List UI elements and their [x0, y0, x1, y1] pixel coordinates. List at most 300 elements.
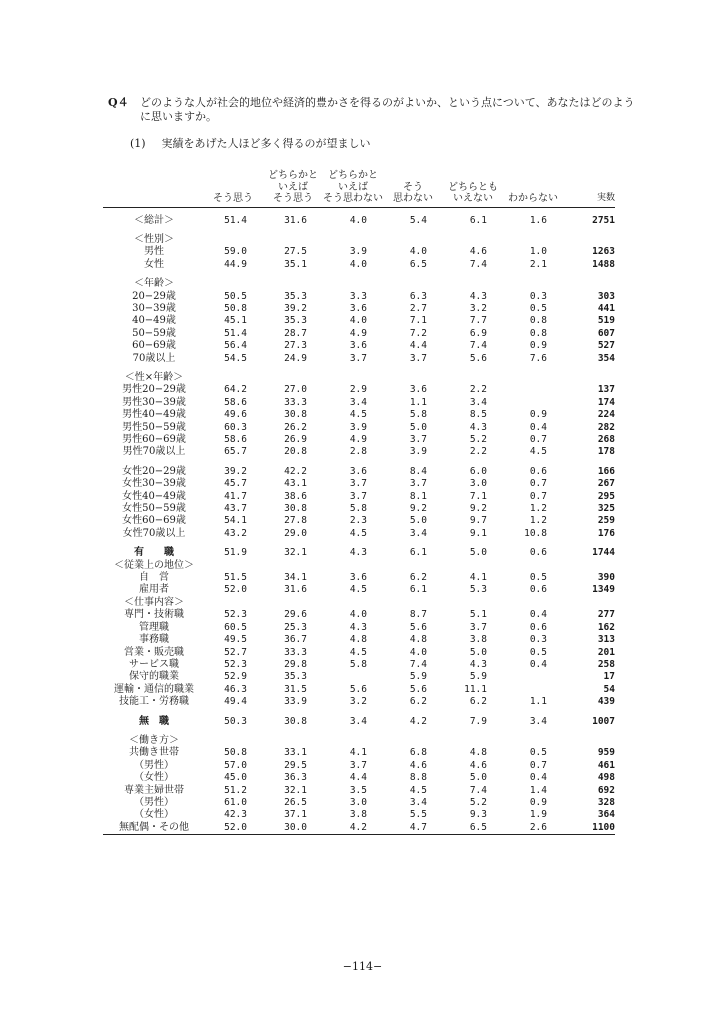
table-row [103, 503, 615, 515]
row-label: ＜従業上の地位＞ [114, 559, 194, 571]
value-cell: 9.1 [469, 527, 487, 539]
count-cell: 224 [597, 409, 615, 421]
count-cell: 441 [597, 302, 615, 314]
count-cell: 1100 [563, 822, 615, 835]
value-cell [443, 234, 503, 246]
value-cell: 6.2 [469, 696, 487, 708]
value-cell: 50.8 [224, 302, 247, 314]
table-row [103, 303, 615, 315]
group-spacer [103, 365, 615, 372]
row-label: 男性60−69歳 [122, 434, 186, 445]
table-row [103, 353, 615, 365]
value-cell: 29.6 [284, 609, 307, 621]
value-cell: 0.6 [529, 621, 547, 633]
header-cell: わからない [503, 170, 563, 207]
value-cell: 59.0 [224, 246, 247, 258]
value-cell: 32.1 [284, 547, 307, 559]
table-row [103, 340, 615, 352]
count-cell: 527 [597, 340, 615, 352]
value-cell: 5.0 [409, 421, 427, 433]
row-label: 60−69歳 [132, 340, 176, 352]
row-label: （女性） [134, 772, 174, 784]
value-cell: 65.7 [224, 446, 247, 458]
value-cell: 31.6 [284, 214, 307, 226]
value-cell [263, 560, 323, 572]
count-cell: 1488 [592, 258, 615, 270]
value-cell: 5.8 [349, 503, 367, 515]
value-cell: 58.6 [224, 396, 247, 408]
value-cell: 9.2 [469, 503, 487, 515]
value-cell [203, 278, 263, 290]
row-label: 20−29歳 [132, 290, 176, 302]
value-cell: 4.6 [469, 246, 487, 258]
value-cell: 34.1 [284, 572, 307, 584]
value-cell [323, 234, 383, 246]
table-row [103, 797, 615, 809]
value-cell: 52.7 [224, 646, 247, 658]
value-cell: 6.9 [469, 327, 487, 339]
value-cell: 8.8 [409, 772, 427, 784]
table-row [103, 716, 615, 728]
value-cell: 4.9 [349, 327, 367, 339]
value-cell: 30.0 [263, 822, 323, 835]
value-cell [383, 234, 443, 246]
table-row [103, 372, 615, 384]
value-cell: 5.6 [469, 352, 487, 364]
count-cell: 692 [597, 784, 615, 796]
table-row [103, 315, 615, 327]
header-row [103, 170, 615, 207]
count-cell: 267 [597, 478, 615, 490]
value-cell: 35.3 [284, 290, 307, 302]
value-cell [323, 735, 383, 747]
value-cell: 4.5 [349, 646, 367, 658]
value-cell: 4.5 [349, 409, 367, 421]
value-cell: 3.7 [409, 352, 427, 364]
header-blank [103, 170, 203, 207]
value-cell: 6.3 [409, 290, 427, 302]
value-cell: 2.1 [529, 258, 547, 270]
value-cell: 4.3 [469, 290, 487, 302]
value-cell: 1.6 [529, 214, 547, 226]
value-cell [323, 560, 383, 572]
value-cell: 51.5 [224, 572, 247, 584]
row-label: ＜仕事内容＞ [124, 596, 184, 608]
row-label: 保守的職業 [129, 671, 179, 683]
value-cell: 26.2 [284, 421, 307, 433]
value-cell: 4.5 [349, 527, 367, 539]
value-cell: 35.3 [284, 671, 307, 683]
table-row [103, 659, 615, 671]
row-label: 管理職 [139, 621, 169, 633]
value-cell: 0.3 [529, 634, 547, 646]
row-label: （男性） [134, 796, 174, 808]
value-cell: 3.6 [349, 572, 367, 584]
value-cell: 30.8 [284, 409, 307, 421]
value-cell: 5.6 [409, 683, 427, 695]
value-cell: 52.0 [224, 584, 247, 596]
count-cell [563, 735, 615, 747]
value-cell: 3.2 [469, 302, 487, 314]
value-cell: 30.8 [284, 503, 307, 515]
value-cell: 50.3 [224, 715, 247, 727]
count-cell: 2751 [592, 214, 615, 226]
row-label: 40−49歳 [132, 315, 176, 327]
value-cell: 36.7 [284, 634, 307, 646]
value-cell: 27.3 [284, 340, 307, 352]
value-cell: 3.0 [349, 796, 367, 808]
row-label: ＜性別＞ [134, 233, 174, 245]
value-cell: 36.3 [284, 772, 307, 784]
count-cell: 390 [597, 572, 615, 584]
subquestion-number: (1) [130, 137, 146, 150]
table-row [103, 215, 615, 227]
count-cell: 313 [597, 634, 615, 646]
value-cell: 5.0 [469, 646, 487, 658]
value-cell: 42.3 [224, 809, 247, 821]
value-cell: 2.8 [349, 446, 367, 458]
value-cell: 0.7 [529, 434, 547, 445]
value-cell: 0.5 [529, 302, 547, 314]
value-cell: 45.0 [224, 772, 247, 784]
value-cell: 0.6 [529, 547, 547, 559]
value-cell: 46.3 [224, 683, 247, 695]
row-label: 専門・技術職 [124, 609, 184, 621]
value-cell: 4.4 [349, 772, 367, 784]
value-cell: 45.7 [224, 478, 247, 490]
row-label: 技能工・労務職 [119, 696, 189, 708]
table-row [103, 735, 615, 747]
header-cell: そう 思わない [383, 170, 443, 207]
value-cell: 8.5 [469, 409, 487, 421]
row-label: ＜年齢＞ [134, 278, 174, 290]
value-cell: 3.7 [349, 490, 367, 502]
value-cell: 50.5 [224, 290, 247, 302]
value-cell: 33.9 [284, 696, 307, 708]
value-cell [323, 372, 383, 384]
count-cell: 1744 [592, 547, 615, 559]
value-cell [443, 372, 503, 384]
value-cell: 4.0 [409, 646, 427, 658]
value-cell: 6.1 [469, 214, 487, 226]
table-row [103, 547, 615, 559]
value-cell [503, 560, 563, 572]
value-cell: 4.7 [383, 822, 443, 835]
value-cell: 6.0 [469, 465, 487, 477]
value-cell [503, 234, 563, 246]
table-row [103, 491, 615, 503]
value-cell: 51.9 [224, 547, 247, 559]
value-cell [443, 278, 503, 290]
value-cell: 64.2 [224, 384, 247, 396]
value-cell: 3.0 [469, 478, 487, 490]
value-cell: 26.9 [284, 434, 307, 445]
value-cell [203, 560, 263, 572]
value-cell: 41.7 [224, 490, 247, 502]
value-cell: 54.5 [224, 352, 247, 364]
header-cell: どちらとも いえない [443, 170, 503, 207]
value-cell: 5.2 [469, 796, 487, 808]
count-cell: 519 [597, 315, 615, 327]
table-row [103, 671, 615, 683]
row-label: 専業主婦世帯 [124, 784, 184, 796]
value-cell: 5.3 [469, 584, 487, 596]
count-cell: 201 [597, 646, 615, 658]
value-cell: 20.8 [284, 446, 307, 458]
value-cell: 5.5 [409, 809, 427, 821]
value-cell: 0.9 [529, 409, 547, 421]
value-cell: 9.2 [409, 503, 427, 515]
value-cell: 7.1 [469, 490, 487, 502]
value-cell: 60.3 [224, 421, 247, 433]
value-cell: 0.3 [529, 290, 547, 302]
value-cell: 2.2 [469, 384, 487, 396]
value-cell: 3.9 [409, 446, 427, 458]
value-cell: 0.4 [529, 658, 547, 670]
count-cell [563, 597, 615, 609]
table-row [103, 696, 615, 708]
value-cell: 9.7 [469, 515, 487, 527]
value-cell: 7.1 [409, 315, 427, 327]
count-cell: 1349 [592, 584, 615, 596]
value-cell: 0.7 [529, 478, 547, 490]
value-cell: 28.7 [284, 327, 307, 339]
count-cell: 354 [597, 352, 615, 364]
value-cell: 0.5 [529, 572, 547, 584]
value-cell: 1.4 [529, 784, 547, 796]
count-cell: 54 [603, 683, 615, 695]
count-cell: 137 [597, 384, 615, 396]
row-label: ＜性×年齢＞ [124, 371, 184, 383]
value-cell: 3.4 [409, 527, 427, 539]
value-cell: 39.2 [224, 465, 247, 477]
table-row [103, 772, 615, 784]
value-cell: 4.6 [469, 759, 487, 771]
value-cell: 51.2 [224, 784, 247, 796]
value-cell: 0.6 [529, 465, 547, 477]
value-cell: 56.4 [224, 340, 247, 352]
value-cell: 43.2 [224, 527, 247, 539]
count-cell: 439 [597, 696, 615, 708]
row-label: 女性60−69歳 [122, 515, 186, 527]
table-row [103, 822, 615, 835]
value-cell: 3.8 [349, 809, 367, 821]
table-row [103, 422, 615, 434]
count-cell: 959 [597, 747, 615, 759]
value-cell: 51.4 [224, 214, 247, 226]
count-cell: 178 [597, 446, 615, 458]
value-cell [383, 278, 443, 290]
row-label: 男性50−59歳 [122, 421, 186, 433]
value-cell: 4.1 [349, 747, 367, 759]
row-label: 女性20−29歳 [122, 465, 186, 477]
value-cell: 33.3 [284, 396, 307, 408]
header-cell: どちらかと いえば そう思わない [323, 170, 383, 207]
value-cell: 54.1 [224, 515, 247, 527]
value-cell: 3.9 [349, 421, 367, 433]
value-cell: 4.2 [409, 715, 427, 727]
row-label: 無配偶・その他 [103, 822, 203, 835]
value-cell: 7.4 [469, 784, 487, 796]
value-cell: 4.5 [349, 584, 367, 596]
value-cell: 27.0 [284, 384, 307, 396]
value-cell: 3.4 [469, 396, 487, 408]
value-cell: 51.4 [224, 327, 247, 339]
count-cell: 282 [597, 421, 615, 433]
value-cell: 4.5 [529, 446, 547, 458]
value-cell: 52.9 [224, 671, 247, 683]
value-cell [323, 597, 383, 609]
row-label: 男性70歳以上 [122, 446, 186, 458]
table-row [103, 466, 615, 478]
value-cell [383, 597, 443, 609]
value-cell: 5.2 [469, 434, 487, 445]
value-cell: 43.1 [284, 478, 307, 490]
table-row [103, 446, 615, 458]
count-cell [563, 278, 615, 290]
table-row [103, 572, 615, 584]
table-row [103, 259, 615, 271]
table-row [103, 747, 615, 759]
value-cell: 4.8 [409, 634, 427, 646]
value-cell: 0.7 [529, 759, 547, 771]
row-label: 運輸・通信的職業 [114, 683, 194, 695]
value-cell: 30.8 [284, 715, 307, 727]
value-cell: 52.3 [224, 658, 247, 670]
value-cell: 4.3 [469, 658, 487, 670]
value-cell: 38.6 [284, 490, 307, 502]
table-row [103, 622, 615, 634]
value-cell: 1.0 [529, 246, 547, 258]
value-cell: 3.7 [349, 352, 367, 364]
value-cell: 3.7 [409, 434, 427, 445]
value-cell: 3.4 [529, 715, 547, 727]
value-cell: 3.6 [349, 340, 367, 352]
header-count: 実数 [563, 170, 615, 207]
value-cell: 49.4 [224, 696, 247, 708]
value-cell: 6.1 [409, 547, 427, 559]
group-spacer [103, 540, 615, 547]
value-cell: 35.1 [284, 258, 307, 270]
value-cell [383, 735, 443, 747]
value-cell: 4.3 [469, 421, 487, 433]
value-cell [323, 278, 383, 290]
table-row [103, 397, 615, 409]
value-cell: 32.1 [284, 784, 307, 796]
group-spacer [103, 207, 615, 215]
value-cell: 25.3 [284, 621, 307, 633]
value-cell [263, 278, 323, 290]
value-cell: 6.5 [409, 258, 427, 270]
value-cell: 39.2 [284, 302, 307, 314]
count-cell [563, 372, 615, 384]
value-cell: 0.8 [529, 315, 547, 327]
value-cell: 7.4 [469, 258, 487, 270]
value-cell: 4.0 [409, 246, 427, 258]
value-cell [503, 372, 563, 384]
results-table [103, 170, 615, 835]
value-cell: 5.8 [349, 658, 367, 670]
value-cell: 1.1 [529, 696, 547, 708]
count-cell: 364 [597, 809, 615, 821]
table-row [103, 234, 615, 246]
count-cell: 607 [597, 327, 615, 339]
row-label: 50−59歳 [132, 327, 176, 339]
value-cell: 49.5 [224, 634, 247, 646]
value-cell [263, 735, 323, 747]
value-cell: 4.0 [349, 315, 367, 327]
value-cell: 4.9 [349, 434, 367, 445]
count-cell: 1007 [592, 715, 615, 727]
count-cell [563, 234, 615, 246]
value-cell: 1.2 [529, 515, 547, 527]
value-cell: 57.0 [224, 759, 247, 771]
count-cell: 174 [597, 396, 615, 408]
value-cell: 3.7 [409, 478, 427, 490]
count-cell [563, 560, 615, 572]
value-cell: 6.5 [443, 822, 503, 835]
row-label: 女性30−39歳 [122, 478, 186, 490]
value-cell: 5.0 [469, 772, 487, 784]
row-label: 共働き世帯 [129, 747, 179, 759]
count-cell: 325 [597, 503, 615, 515]
value-cell: 4.6 [409, 759, 427, 771]
value-cell: 49.6 [224, 409, 247, 421]
value-cell: 5.9 [469, 671, 487, 683]
table-row [103, 434, 615, 446]
header-cell: そう思う [203, 170, 263, 207]
row-label: ＜総計＞ [134, 214, 174, 226]
count-cell: 162 [597, 621, 615, 633]
value-cell: 5.8 [409, 409, 427, 421]
value-cell: 6.1 [409, 584, 427, 596]
count-cell: 328 [597, 796, 615, 808]
table-row [103, 246, 615, 258]
value-cell [503, 735, 563, 747]
count-cell: 268 [597, 434, 615, 445]
value-cell: 4.2 [323, 822, 383, 835]
value-cell: 0.4 [529, 421, 547, 433]
row-label: 事務職 [139, 634, 169, 646]
page-number: −114− [342, 960, 383, 973]
value-cell: 4.0 [349, 214, 367, 226]
table-row [103, 515, 615, 527]
value-cell: 0.5 [529, 747, 547, 759]
value-cell: 35.3 [284, 315, 307, 327]
value-cell: 3.3 [349, 290, 367, 302]
group-spacer [103, 709, 615, 716]
value-cell: 0.5 [529, 646, 547, 658]
row-label: ＜働き方＞ [129, 734, 179, 746]
value-cell: 58.6 [224, 434, 247, 445]
value-cell: 2.2 [469, 446, 487, 458]
value-cell: 8.1 [409, 490, 427, 502]
value-cell: 7.6 [529, 352, 547, 364]
table-row [103, 609, 615, 621]
value-cell: 29.8 [284, 658, 307, 670]
value-cell: 3.6 [409, 384, 427, 396]
value-cell: 27.8 [284, 515, 307, 527]
value-cell: 3.2 [349, 696, 367, 708]
value-cell: 4.8 [349, 634, 367, 646]
row-label: 男性40−49歳 [122, 409, 186, 421]
value-cell [203, 597, 263, 609]
value-cell: 4.0 [349, 258, 367, 270]
value-cell [443, 597, 503, 609]
subquestion-text: 実績をあげた人ほど多く得るのが望ましい [161, 137, 371, 150]
value-cell: 3.7 [349, 478, 367, 490]
table-row [103, 560, 615, 572]
